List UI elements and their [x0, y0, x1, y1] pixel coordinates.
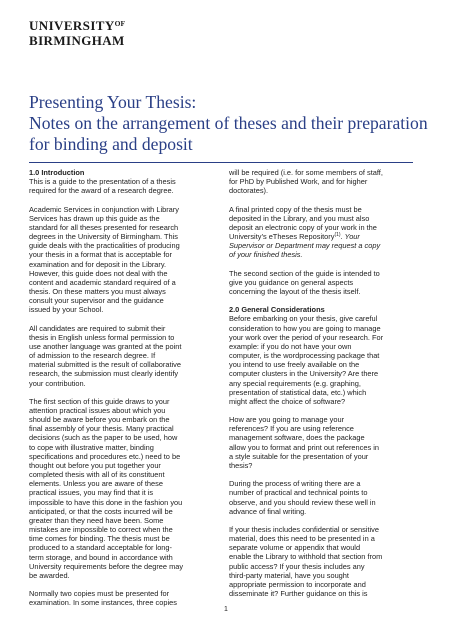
text-line: thesis in English unless formal permission to: [29, 332, 175, 342]
text-line: your thesis in a format that is acceptable for: [29, 250, 172, 260]
text-line: any special requirements (e.g. graphing,: [229, 378, 361, 388]
text-line: impossible to have this done in the fashion you: [29, 497, 183, 507]
text-line: elements. Unless you are aware of these: [29, 479, 163, 489]
text-line: produced to a standard acceptable for long-: [29, 543, 172, 553]
section-heading-introduction: 1.0 Introduction: [29, 168, 85, 177]
text-line: specifications and procedures etc.) need to be: [29, 451, 181, 461]
text-line: consideration to how you are going to manage: [229, 323, 381, 333]
section-heading-general-considerations: 2.0 General Considerations: [229, 305, 325, 315]
italic-text-line: of your finished thesis.: [229, 250, 303, 260]
paragraph: [229, 205, 421, 260]
text-line: The second section of the guide is intended to: [229, 268, 380, 278]
text-line: University requirements before the degree may: [29, 561, 184, 571]
footnote-reference: (1): [334, 232, 341, 239]
text-line: guide deals with the practicalities of producing: [29, 241, 180, 251]
text-line: practical issues, you may find that it is: [29, 488, 154, 498]
text-line: deposit an electronic copy of your work in the: [229, 222, 377, 232]
text-line: material submitted is the result of collaborative: [29, 360, 181, 370]
text-line: thesis. On these matters you must always: [29, 287, 166, 297]
text-line: mistakes are impossible to correct when the: [29, 525, 173, 535]
text-run: University’s eTheses Repository: [229, 232, 335, 242]
title-line: Presenting Your Thesis:: [29, 92, 197, 112]
text-line: thesis?: [229, 460, 253, 470]
text-line: content and academic standard required of a: [29, 277, 176, 287]
italic-text-run: Your: [344, 232, 360, 242]
text-line: thought out before you put together your: [29, 460, 161, 470]
text-line: number of practical and technical points to: [229, 488, 368, 498]
text-line: The first section of this guide draws to your: [29, 396, 170, 406]
logo-of-text: OF: [114, 19, 126, 28]
title-divider: [29, 162, 413, 163]
paragraph: [29, 589, 221, 607]
logo-birmingham-text: BIRMINGHAM: [29, 33, 125, 48]
right-column: [229, 168, 421, 607]
university-logo: [29, 16, 125, 48]
text-line: issued by your School.: [29, 305, 104, 315]
text-line: you intend to use freely available on the: [229, 360, 360, 370]
text-line: your work over the period of your research. For: [229, 332, 384, 342]
text-line: a style suitable for the presentation of your: [229, 451, 369, 461]
text-line: research, the submission must clearly identify: [29, 369, 179, 379]
text-line: computer, is the wordprocessing package that: [229, 351, 380, 361]
text-line: attention practical issues about which you: [29, 406, 166, 416]
text-line: disseminate it? Further guidance on this is: [229, 589, 368, 599]
paragraph: [229, 269, 421, 296]
general-considerations-section: [229, 305, 421, 406]
text-line: completed thesis with all of its constituent: [29, 470, 165, 480]
text-line: computer clusters in the University? Are there: [229, 369, 379, 379]
text-line: All candidates are required to submit their: [29, 323, 166, 333]
logo-university-text: UNIVERSITY: [29, 18, 115, 33]
text-line: be awarded.: [29, 570, 70, 580]
text-line: decisions (such as the paper to be used, how: [29, 433, 178, 443]
text-line: enable the Library to withhold that section from: [229, 552, 383, 562]
text-line: examination and for deposit in the Library.: [29, 259, 167, 269]
text-line: advance of final writing.: [229, 506, 307, 516]
title-line: for binding and deposit: [29, 134, 193, 154]
paragraph: [29, 397, 221, 580]
text-line: public access? If your thesis includes any: [229, 561, 365, 571]
text-line: final assembly of your thesis. Many practical: [29, 424, 174, 434]
text-line: management software, does the package: [229, 433, 365, 443]
text-line: might affect the choice of software?: [229, 396, 346, 406]
text-line: consult your supervisor and the guidance: [29, 296, 164, 306]
text-line: This is a guide to the presentation of a thesis: [29, 177, 176, 187]
text-line: use another language was granted at the point: [29, 341, 182, 351]
text-line: give you guidance on general aspects: [229, 277, 354, 287]
text-line: concerning the layout of the thesis itself.: [229, 287, 361, 296]
text-line: observe, and you should review these well in: [229, 497, 376, 507]
text-line: third-party material, have you sought: [229, 570, 349, 580]
text-line: required for the award of a research degree.: [29, 186, 174, 196]
paragraph: [229, 525, 421, 598]
page-number: 1: [224, 606, 228, 613]
text-line: term storage, and bound in accordance with: [29, 552, 173, 562]
text-line: will be required (i.e. for some members of staff,: [229, 168, 383, 177]
paragraph: [29, 324, 221, 388]
text-line: your contribution.: [29, 378, 86, 388]
text-line: greater than they need have been. Some: [29, 515, 164, 525]
document-title: [29, 92, 439, 155]
text-line: However, this guide does not deal with the: [29, 268, 168, 278]
paragraph: [229, 415, 421, 470]
left-column: [29, 168, 221, 617]
paragraph: [29, 205, 221, 315]
text-line: should be aware before you embark on the: [29, 415, 170, 425]
text-line: separate volume or appendix that would: [229, 543, 361, 553]
text-line: time comes for binding. The thesis must be: [29, 534, 170, 544]
text-line: allow you to format and print out references in: [229, 442, 379, 452]
introduction-section: [29, 168, 221, 195]
text-line: doctorates).: [229, 186, 269, 196]
text-line: references? If you are using reference: [229, 424, 354, 434]
text-line: A final printed copy of the thesis must be: [229, 204, 362, 214]
italic-text-line: Supervisor or Department may request a copy: [229, 241, 381, 251]
text-line: How are you going to manage your: [229, 415, 345, 425]
text-line: deposited in the Library, and you must also: [229, 213, 370, 223]
text-line: Before embarking on your thesis, give careful: [229, 314, 378, 324]
text-line: Normally two copies must be presented for: [29, 589, 170, 599]
text-line: examination. In some instances, three copies: [29, 598, 177, 608]
title-line: Notes on the arrangement of theses and their preparation: [29, 113, 428, 133]
text-line: material, does this need to be presented in a: [229, 534, 375, 544]
text-line: If your thesis includes confidential or sensitive: [229, 525, 379, 534]
paragraph: [229, 479, 421, 516]
text-line: example: if you do not have your own: [229, 341, 352, 351]
text-line: [229, 232, 421, 241]
text-line: presentation of statistical data, etc.) which: [229, 387, 367, 397]
text-line: of admission to the research degree. If: [29, 351, 156, 361]
text-line: to cope with illustrative matter, binding: [29, 442, 154, 452]
text-run: .: [340, 232, 345, 242]
text-line: During the process of writing there are a: [229, 479, 361, 489]
text-line: Services has drawn up this guide as the: [29, 213, 160, 223]
text-line: standard for all theses presented for research: [29, 222, 179, 232]
logo-line-university: [29, 16, 125, 33]
text-line: degrees in the University of Birmingham. This: [29, 232, 178, 242]
text-line: anticipated, or that the costs incurred will be: [29, 506, 173, 516]
paragraph: [229, 168, 421, 195]
text-line: for PhD by Published Work, and for higher: [229, 177, 368, 187]
text-line: Academic Services in conjunction with Library: [29, 204, 179, 214]
text-line: appropriate permission to incorporate and: [229, 579, 366, 589]
